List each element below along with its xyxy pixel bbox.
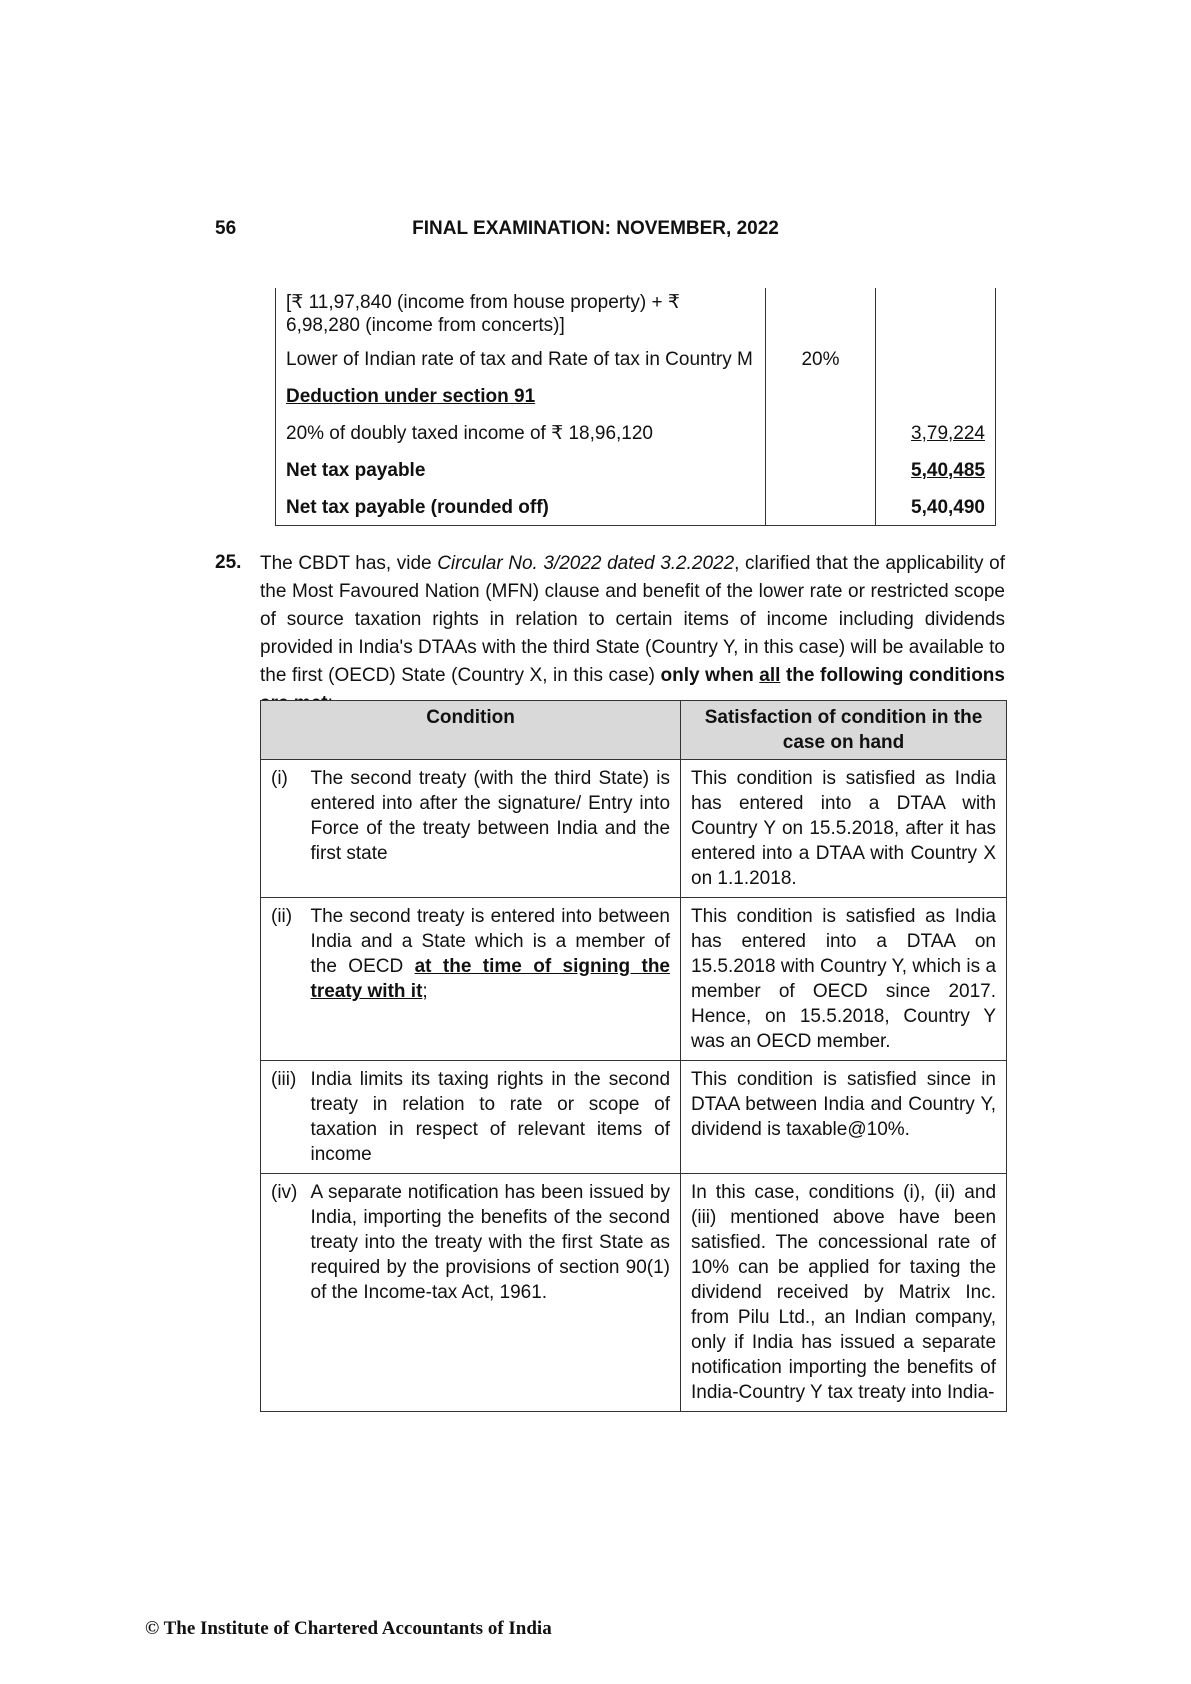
row-description: [₹ 11,97,840 (income from house property) + ₹ 6,98,280 (income from concerts)] [276, 288, 766, 340]
condition-number: (i) [261, 760, 307, 898]
condition-number: (iv) [261, 1174, 307, 1412]
satisfaction-text: This condition is satisfied as India has entered into a DTAA with Country Y on 15.5.2018, after it has entered into a DTAA with Country X on 1.1.2018. [681, 760, 1007, 898]
table-row [276, 377, 996, 414]
row-rate [766, 377, 876, 414]
condition-text [307, 898, 681, 1061]
para-emphasis-all: all [759, 665, 781, 686]
condition-emphasis: at the time of signing the treaty with it [310, 956, 670, 1002]
condition-text: India limits its taxing rights in the second treaty in relation to rate or scope of taxation in respect of relevant items of income [307, 1061, 681, 1174]
condition-number: (iii) [261, 1061, 307, 1174]
para-text: , clarified that the applicability of the Most Favoured Nation (MFN) clause and benefit of the lower rate or restricted scope of source taxation rights in relation to certain items of income including dividends provided in India's DTAAs with the third State (Country Y, in this case) will be available to the first (OECD) State (Country X, in this case) [260, 553, 1005, 686]
para-emphasis: the following conditions [785, 665, 1005, 686]
table-row [276, 340, 996, 377]
table-row [276, 488, 996, 526]
condition-text: A separate notification has been issued by India, importing the benefits of the second treaty into the treaty with the first State as required by the provisions of section 90(1) of the Income-tax Act, 1961. [307, 1174, 681, 1412]
row-amount [876, 377, 996, 414]
row-amount: 5,40,490 [876, 488, 996, 526]
condition-text-part: The second treaty is entered into between India and a State which is a member of the OECD [310, 906, 671, 977]
row-amount [876, 288, 996, 340]
conditions-table [260, 700, 1007, 1412]
row-description: Net tax payable [276, 451, 766, 488]
row-rate [766, 288, 876, 340]
row-description: 20% of doubly taxed income of ₹ 18,96,120 [276, 414, 766, 451]
para-text: The CBDT has, vide [260, 553, 438, 574]
satisfaction-text: This condition is satisfied since in DTAA between India and Country Y, dividend is taxable@10%. [681, 1061, 1007, 1174]
row-rate [766, 488, 876, 526]
row-amount: 5,40,485 [876, 451, 996, 488]
row-rate [766, 414, 876, 451]
question-paragraph [260, 550, 1005, 718]
table-row [261, 1061, 1007, 1174]
row-amount: 3,79,224 [876, 414, 996, 451]
page-number: 56 [215, 218, 237, 239]
condition-text-part: ; [422, 981, 428, 1002]
condition-number: (ii) [261, 898, 307, 1061]
footer-copyright: © The Institute of Chartered Accountants of India [145, 1618, 552, 1639]
tax-computation-table [275, 288, 996, 526]
row-amount [876, 340, 996, 377]
row-rate: 20% [766, 340, 876, 377]
table-row [276, 414, 996, 451]
question-number: 25. [215, 552, 242, 573]
row-description: Lower of Indian rate of tax and Rate of tax in Country M [276, 340, 766, 377]
table-row [276, 288, 996, 340]
table-row [261, 898, 1007, 1061]
circular-reference: Circular No. 3/2022 dated 3.2.2022 [437, 553, 735, 574]
row-description: Deduction under section 91 [276, 377, 766, 414]
table-row [261, 1174, 1007, 1412]
column-header-satisfaction: Satisfaction of condition in the case on hand [681, 701, 1007, 760]
row-rate [766, 451, 876, 488]
table-header-row [261, 701, 1007, 760]
para-emphasis: only when [660, 665, 760, 686]
satisfaction-text: In this case, conditions (i), (ii) and (iii) mentioned above have been satisfied. The concessional rate of 10% can be applied for taxing the dividend received by Matrix Inc. from Pilu Ltd., an Indian company, only if India has issued a separate notification importing the benefits of India-Country Y tax treaty into India- [681, 1174, 1007, 1412]
column-header-condition: Condition [261, 701, 681, 760]
row-description: Net tax payable (rounded off) [276, 488, 766, 526]
satisfaction-text: This condition is satisfied as India has entered into a DTAA on 15.5.2018 with Country Y, which is a member of OECD since 2017. Hence, on 15.5.2018, Country Y was an OECD member. [681, 898, 1007, 1061]
condition-text: The second treaty (with the third State) is entered into after the signature/ Entry into Force of the treaty between India and the first state [307, 760, 681, 898]
table-row [276, 451, 996, 488]
table-row [261, 760, 1007, 898]
page-header-title: FINAL EXAMINATION: NOVEMBER, 2022 [412, 218, 779, 239]
